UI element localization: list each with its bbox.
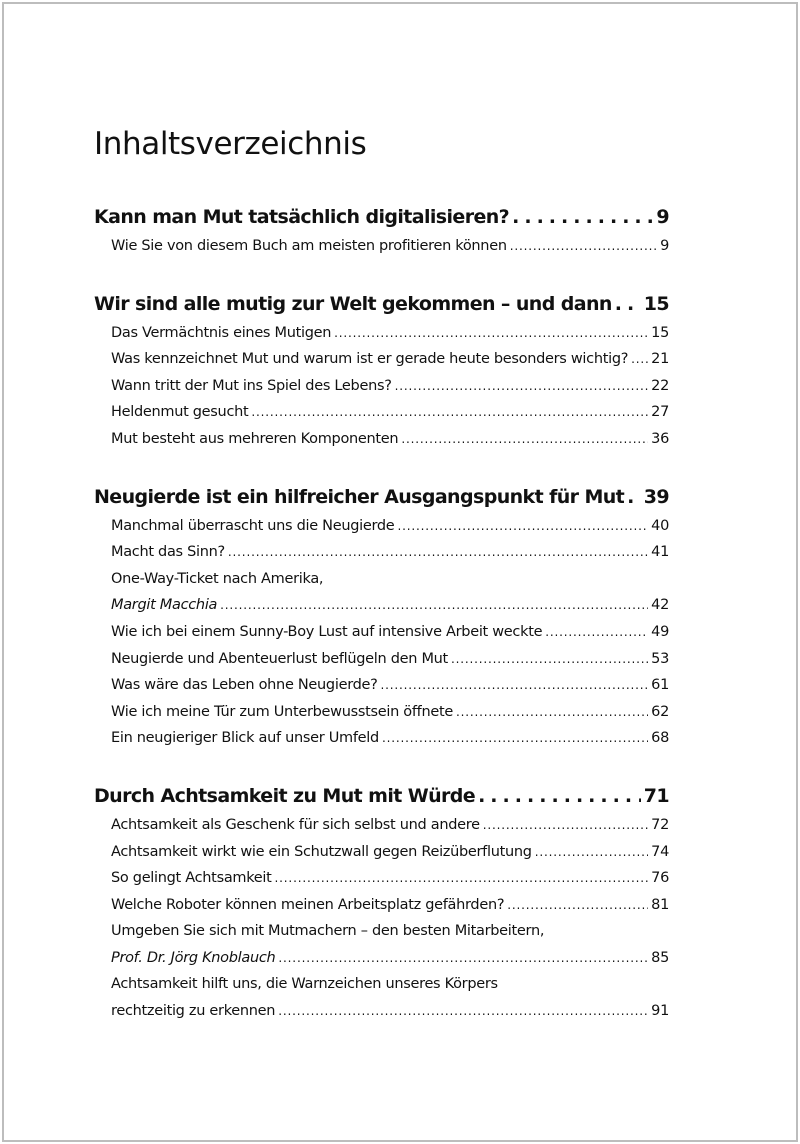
toc-chapter-heading[interactable] [94,481,669,513]
entry-author: Prof. Dr. Jörg Knoblauch [111,949,276,966]
entry-author: Margit Macchia [111,597,218,614]
table-of-contents [94,201,669,1053]
page-number: 36 [651,430,669,447]
page-number: 22 [651,377,669,394]
page-number: 74 [651,843,669,860]
toc-entry[interactable] [94,320,669,347]
page-number: 81 [651,896,669,913]
dot-leader [483,812,648,839]
entry-title: Wie Sie von diesem Buch am meisten profitieren können [111,238,507,254]
chapter-title: Wir sind alle mutig zur Welt gekommen – und dann [94,292,612,315]
entry-title: Mut besteht aus mehreren Komponenten [111,430,399,447]
page-number: 27 [651,404,669,421]
dot-leader [401,426,648,453]
toc-entry[interactable] [94,619,669,646]
dot-leader [334,320,648,347]
toc-entry[interactable] [94,865,669,892]
dot-leader [478,780,641,812]
page-number: 62 [651,703,669,720]
toc-entry[interactable] [94,513,669,540]
entry-title: Achtsamkeit als Geschenk für sich selbst und andere [111,816,480,833]
page-number: 15 [651,324,669,341]
toc-entry[interactable] [94,892,669,919]
entry-title: Macht das Sinn? [111,544,225,561]
dot-leader [456,699,648,726]
dot-leader [631,346,648,373]
toc-entry-author[interactable] [94,592,669,619]
toc-chapter-heading[interactable] [94,780,669,812]
dot-leader [510,233,657,260]
toc-entry[interactable] [94,646,669,673]
dot-leader [545,619,648,646]
entry-title-continued: rechtzeitig zu erkennen [111,1003,276,1020]
entry-title: Das Vermächtnis eines Mutigen [111,324,332,341]
dot-leader [395,373,649,400]
page-number: 85 [651,949,669,966]
entry-title: Ein neugieriger Blick auf unser Umfeld [111,730,379,747]
entry-title-line[interactable]: Umgeben Sie sich mit Mutmachern – den besten Mitarbeitern, [111,923,545,940]
entry-title: Heldenmut gesucht [111,404,249,421]
document-page [2,2,798,1142]
toc-entry[interactable] [94,812,669,839]
toc-title: Inhaltsverzeichnis [94,126,367,162]
toc-chapter [94,201,669,260]
page-number: 91 [651,1003,669,1020]
toc-chapter-heading[interactable] [94,201,669,233]
toc-entry[interactable] [94,346,669,373]
page-number: 53 [651,650,669,667]
dot-leader [535,839,648,866]
toc-entry[interactable] [94,426,669,453]
entry-title: So gelingt Achtsamkeit [111,870,272,887]
page-number: 41 [651,544,669,561]
entry-title: Welche Roboter können meinen Arbeitsplatz gefährden? [111,896,505,913]
page-number: 9 [660,238,669,254]
dot-leader [278,998,648,1025]
entry-title: Manchmal überrascht uns die Neugierde [111,517,395,534]
page-number: 68 [651,730,669,747]
dot-leader [627,481,641,513]
entry-title: Neugierde und Abenteuerlust beflügeln den Mut [111,650,448,667]
toc-entry[interactable] [94,399,669,426]
toc-chapter-heading[interactable] [94,288,669,320]
dot-leader [512,201,653,233]
chapter-title: Durch Achtsamkeit zu Mut mit Würde [94,784,476,807]
dot-leader [382,725,648,752]
dot-leader [381,672,649,699]
toc-chapter [94,288,669,453]
entry-title-line[interactable]: Achtsamkeit hilft uns, die Warnzeichen unseres Körpers [111,976,498,993]
dot-leader [228,539,648,566]
entry-title: Was kennzeichnet Mut und warum ist er gerade heute besonders wichtig? [111,351,629,368]
dot-leader [220,592,648,619]
page-number: 49 [651,623,669,640]
entry-title: Wann tritt der Mut ins Spiel des Lebens? [111,377,392,394]
entry-title: Achtsamkeit wirkt wie ein Schutzwall gegen Reizüberflutung [111,843,532,860]
toc-entry[interactable] [94,373,669,400]
entry-title: Wie ich meine Tür zum Unterbewusstsein öffnete [111,703,453,720]
dot-leader [615,288,641,320]
dot-leader [278,945,648,972]
dot-leader [397,513,648,540]
entry-title-line[interactable]: One-Way-Ticket nach Amerika, [111,570,324,587]
page-number: 15 [643,292,669,315]
page-number: 42 [651,597,669,614]
chapter-title: Neugierde ist ein hilfreicher Ausgangspunkt für Mut [94,485,625,508]
toc-entry[interactable] [94,539,669,566]
page-number: 71 [643,784,669,807]
toc-entry[interactable] [94,233,669,260]
dot-leader [275,865,649,892]
page-number: 9 [656,206,669,228]
toc-chapter [94,481,669,752]
page-number: 40 [651,517,669,534]
toc-entry[interactable] [94,998,669,1025]
toc-entry[interactable] [94,725,669,752]
entry-title: Was wäre das Leben ohne Neugierde? [111,677,378,694]
page-number: 39 [643,485,669,508]
page-number: 76 [651,870,669,887]
toc-entry-author[interactable] [94,945,669,972]
chapter-title: Kann man Mut tatsächlich digitalisieren? [94,206,510,228]
dot-leader [507,892,648,919]
toc-chapter [94,780,669,1025]
dot-leader [251,399,648,426]
page-number: 61 [651,677,669,694]
toc-entry[interactable] [94,839,669,866]
dot-leader [451,646,648,673]
toc-entry[interactable] [94,699,669,726]
page-number: 21 [651,351,669,368]
toc-entry[interactable] [94,672,669,699]
entry-title: Wie ich bei einem Sunny-Boy Lust auf intensive Arbeit weckte [111,623,543,640]
page-number: 72 [651,816,669,833]
